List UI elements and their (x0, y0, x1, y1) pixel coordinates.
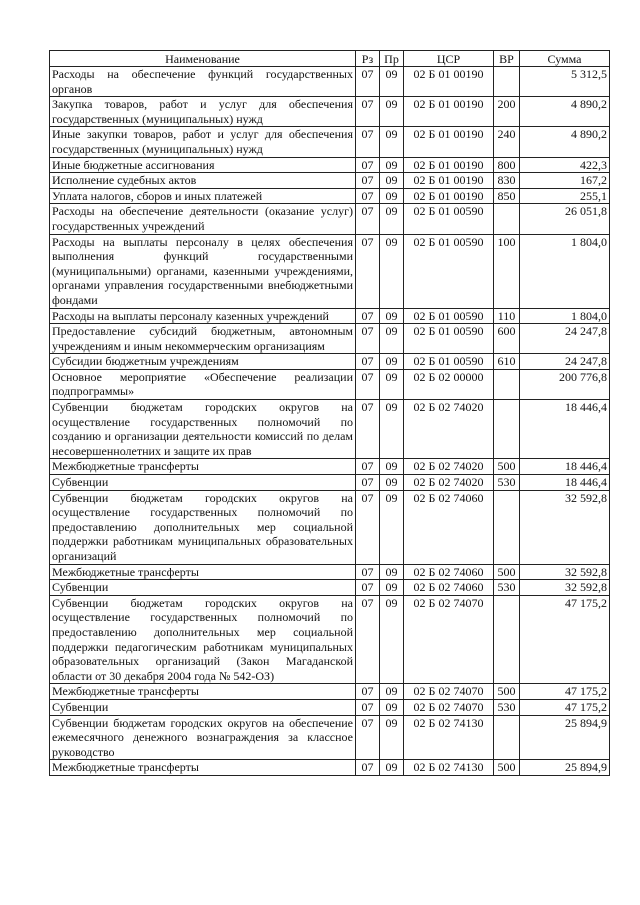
row-rz: 07 (356, 475, 380, 491)
row-vr (494, 715, 520, 760)
row-vr: 200 (494, 97, 520, 127)
row-name: Субвенции бюджетам городских округов на осуществление государственных полномочий по созданию и организации деятельности комиссий по делам несовершеннолетних и защите их прав (50, 400, 356, 459)
row-name: Иные закупки товаров, работ и услуг для обеспечения государственных (муниципальных) нужд (50, 127, 356, 157)
row-vr: 530 (494, 580, 520, 596)
table-row (50, 204, 610, 234)
row-name: Предоставление субсидий бюджетным, автономным учреждениям и иным некоммерческим организациям (50, 324, 356, 354)
row-name: Субсидии бюджетным учреждениям (50, 354, 356, 370)
table-row (50, 308, 610, 324)
row-rz: 07 (356, 354, 380, 370)
row-rz: 07 (356, 97, 380, 127)
row-pr: 09 (380, 564, 404, 580)
row-rz: 07 (356, 490, 380, 564)
row-csr: 02 Б 01 00190 (404, 173, 494, 189)
header-pr: Пр (380, 51, 404, 67)
header-name: Наименование (50, 51, 356, 67)
row-csr: 02 Б 02 74070 (404, 595, 494, 684)
row-rz: 07 (356, 324, 380, 354)
row-name: Субвенции (50, 699, 356, 715)
table-header-row (50, 51, 610, 67)
row-rz: 07 (356, 684, 380, 700)
header-vr: ВР (494, 51, 520, 67)
table-row (50, 595, 610, 684)
row-sum: 47 175,2 (520, 699, 610, 715)
row-name: Субвенции бюджетам городских округов на осуществление государственных полномочий по предоставлению дополнительных мер социальной поддержки педагогическим работникам муниципальных образовательных организаций (Закон Магаданской области от 30 декабря 2004 года № 542-ОЗ) (50, 595, 356, 684)
row-name: Исполнение судебных актов (50, 173, 356, 189)
row-name: Основное мероприятие «Обеспечение реализации подпрограммы» (50, 369, 356, 399)
row-pr: 09 (380, 400, 404, 459)
table-row (50, 580, 610, 596)
row-sum: 24 247,8 (520, 354, 610, 370)
table-row (50, 459, 610, 475)
row-name: Иные бюджетные ассигнования (50, 157, 356, 173)
table-row (50, 684, 610, 700)
row-name: Межбюджетные трансферты (50, 760, 356, 776)
row-vr (494, 67, 520, 97)
row-pr: 09 (380, 580, 404, 596)
row-pr: 09 (380, 204, 404, 234)
budget-document-page (49, 50, 609, 776)
row-rz: 07 (356, 400, 380, 459)
row-name: Межбюджетные трансферты (50, 684, 356, 700)
row-vr: 240 (494, 127, 520, 157)
row-sum: 25 894,9 (520, 715, 610, 760)
row-csr: 02 Б 02 74130 (404, 715, 494, 760)
row-sum: 167,2 (520, 173, 610, 189)
row-sum: 200 776,8 (520, 369, 610, 399)
row-pr: 09 (380, 760, 404, 776)
row-name: Субвенции (50, 475, 356, 491)
row-vr: 600 (494, 324, 520, 354)
row-sum: 25 894,9 (520, 760, 610, 776)
row-pr: 09 (380, 127, 404, 157)
table-row (50, 67, 610, 97)
row-pr: 09 (380, 67, 404, 97)
row-name: Уплата налогов, сборов и иных платежей (50, 188, 356, 204)
row-pr: 09 (380, 490, 404, 564)
row-rz: 07 (356, 127, 380, 157)
row-name: Закупка товаров, работ и услуг для обеспечения государственных (муниципальных) нужд (50, 97, 356, 127)
row-csr: 02 Б 02 74060 (404, 564, 494, 580)
table-row (50, 157, 610, 173)
row-csr: 02 Б 01 00190 (404, 67, 494, 97)
row-csr: 02 Б 02 74020 (404, 475, 494, 491)
row-pr: 09 (380, 684, 404, 700)
row-csr: 02 Б 01 00590 (404, 204, 494, 234)
row-csr: 02 Б 01 00590 (404, 308, 494, 324)
row-pr: 09 (380, 173, 404, 189)
header-rz: Рз (356, 51, 380, 67)
table-row (50, 188, 610, 204)
row-vr: 610 (494, 354, 520, 370)
row-pr: 09 (380, 475, 404, 491)
row-pr: 09 (380, 234, 404, 308)
row-csr: 02 Б 01 00190 (404, 188, 494, 204)
row-rz: 07 (356, 564, 380, 580)
row-sum: 1 804,0 (520, 234, 610, 308)
row-vr: 800 (494, 157, 520, 173)
table-row (50, 699, 610, 715)
row-csr: 02 Б 01 00190 (404, 157, 494, 173)
row-rz: 07 (356, 204, 380, 234)
row-csr: 02 Б 02 74060 (404, 490, 494, 564)
row-rz: 07 (356, 308, 380, 324)
row-pr: 09 (380, 188, 404, 204)
row-pr: 09 (380, 459, 404, 475)
budget-table (49, 50, 610, 776)
row-vr: 830 (494, 173, 520, 189)
row-rz: 07 (356, 760, 380, 776)
row-sum: 24 247,8 (520, 324, 610, 354)
row-rz: 07 (356, 173, 380, 189)
row-name: Расходы на выплаты персоналу казенных учреждений (50, 308, 356, 324)
row-csr: 02 Б 02 74130 (404, 760, 494, 776)
row-csr: 02 Б 02 74070 (404, 684, 494, 700)
row-sum: 255,1 (520, 188, 610, 204)
row-vr: 850 (494, 188, 520, 204)
row-rz: 07 (356, 715, 380, 760)
row-vr: 530 (494, 699, 520, 715)
row-sum: 18 446,4 (520, 400, 610, 459)
row-csr: 02 Б 02 00000 (404, 369, 494, 399)
row-sum: 47 175,2 (520, 595, 610, 684)
row-csr: 02 Б 02 74060 (404, 580, 494, 596)
table-row (50, 354, 610, 370)
row-sum: 422,3 (520, 157, 610, 173)
row-pr: 09 (380, 97, 404, 127)
table-row (50, 127, 610, 157)
table-row (50, 324, 610, 354)
row-pr: 09 (380, 157, 404, 173)
row-pr: 09 (380, 699, 404, 715)
row-vr (494, 595, 520, 684)
row-csr: 02 Б 02 74020 (404, 400, 494, 459)
row-vr: 530 (494, 475, 520, 491)
row-pr: 09 (380, 308, 404, 324)
row-vr (494, 204, 520, 234)
row-vr (494, 369, 520, 399)
table-row (50, 475, 610, 491)
row-pr: 09 (380, 595, 404, 684)
row-sum: 1 804,0 (520, 308, 610, 324)
row-rz: 07 (356, 67, 380, 97)
table-body (50, 67, 610, 776)
row-rz: 07 (356, 595, 380, 684)
table-row (50, 173, 610, 189)
row-name: Расходы на обеспечение деятельности (оказание услуг) государственных учреждений (50, 204, 356, 234)
row-name: Субвенции бюджетам городских округов на осуществление государственных полномочий по предоставлению дополнительных мер социальной поддержки работникам муниципальных образовательных организаций (50, 490, 356, 564)
table-row (50, 564, 610, 580)
table-row (50, 369, 610, 399)
row-csr: 02 Б 01 00190 (404, 97, 494, 127)
row-vr: 110 (494, 308, 520, 324)
row-rz: 07 (356, 234, 380, 308)
row-name: Расходы на выплаты персоналу в целях обеспечения выполнения функций государственными (муниципальными) органами, казенными учреждениями, органами управления государственными внебюджетными фондами (50, 234, 356, 308)
row-name: Межбюджетные трансферты (50, 564, 356, 580)
row-sum: 5 312,5 (520, 67, 610, 97)
row-sum: 32 592,8 (520, 564, 610, 580)
table-row (50, 97, 610, 127)
header-sum: Сумма (520, 51, 610, 67)
row-vr: 500 (494, 459, 520, 475)
row-vr (494, 490, 520, 564)
table-row (50, 490, 610, 564)
row-name: Субвенции бюджетам городских округов на обеспечение ежемесячного денежного вознаграждения за классное руководство (50, 715, 356, 760)
row-rz: 07 (356, 459, 380, 475)
row-rz: 07 (356, 188, 380, 204)
row-csr: 02 Б 01 00190 (404, 127, 494, 157)
row-csr: 02 Б 01 00590 (404, 324, 494, 354)
row-vr: 500 (494, 684, 520, 700)
row-sum: 18 446,4 (520, 475, 610, 491)
row-pr: 09 (380, 369, 404, 399)
row-pr: 09 (380, 354, 404, 370)
row-name: Субвенции (50, 580, 356, 596)
row-vr: 500 (494, 564, 520, 580)
row-sum: 32 592,8 (520, 490, 610, 564)
row-pr: 09 (380, 715, 404, 760)
header-csr: ЦСР (404, 51, 494, 67)
row-name: Межбюджетные трансферты (50, 459, 356, 475)
row-rz: 07 (356, 699, 380, 715)
row-csr: 02 Б 01 00590 (404, 234, 494, 308)
row-sum: 4 890,2 (520, 97, 610, 127)
table-row (50, 234, 610, 308)
row-rz: 07 (356, 369, 380, 399)
row-csr: 02 Б 02 74020 (404, 459, 494, 475)
row-name: Расходы на обеспечение функций государственных органов (50, 67, 356, 97)
row-sum: 32 592,8 (520, 580, 610, 596)
row-sum: 26 051,8 (520, 204, 610, 234)
table-row (50, 400, 610, 459)
row-vr: 500 (494, 760, 520, 776)
table-row (50, 715, 610, 760)
row-csr: 02 Б 01 00590 (404, 354, 494, 370)
row-vr (494, 400, 520, 459)
row-pr: 09 (380, 324, 404, 354)
row-rz: 07 (356, 580, 380, 596)
row-sum: 18 446,4 (520, 459, 610, 475)
row-sum: 4 890,2 (520, 127, 610, 157)
row-vr: 100 (494, 234, 520, 308)
table-row (50, 760, 610, 776)
row-sum: 47 175,2 (520, 684, 610, 700)
row-csr: 02 Б 02 74070 (404, 699, 494, 715)
row-rz: 07 (356, 157, 380, 173)
